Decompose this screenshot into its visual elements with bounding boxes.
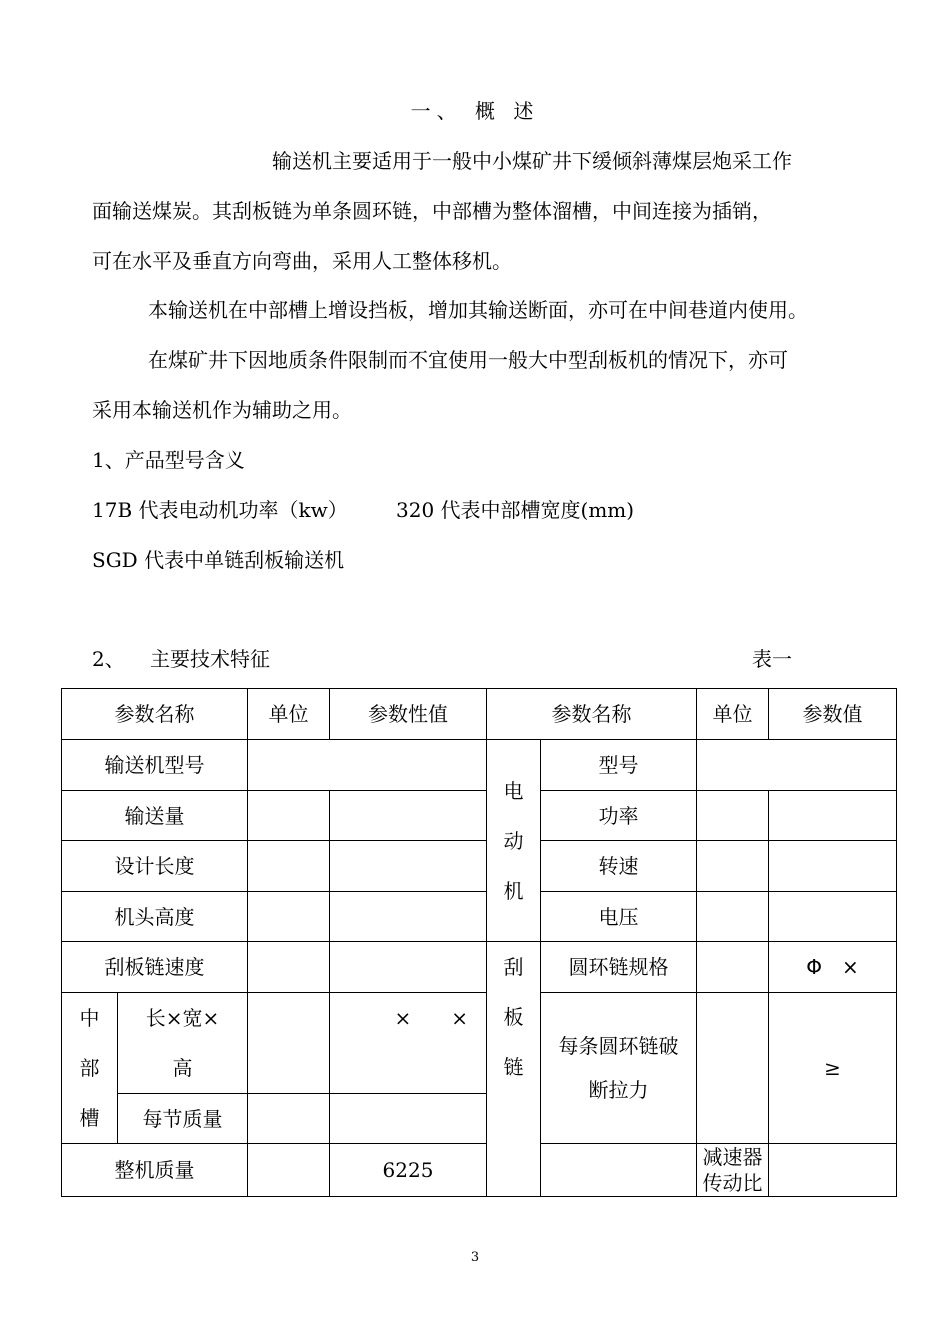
table-row — [62, 892, 897, 942]
cell-conveyor-model-value — [248, 740, 487, 791]
section-1-title: 1、产品型号含义 — [92, 448, 245, 472]
cell-reducer-ratio: 减速器传动比 — [697, 1144, 769, 1197]
dimensions-line-1: 长×宽× — [145, 1006, 220, 1030]
dimensions-line-2: 高 — [172, 1056, 193, 1080]
motor-char-2: 动 — [503, 828, 524, 853]
overview-paragraph-3-line-1: 在煤矿井下因地质条件限制而不宜使用一般大中型刮板机的情况下，亦可 — [148, 348, 788, 372]
cell-voltage: 电压 — [541, 892, 697, 942]
cell-power: 功率 — [541, 791, 697, 841]
table-row — [62, 791, 897, 841]
model-meaning-power: 17B 代表电动机功率（kw） — [92, 498, 348, 522]
table-row — [62, 1144, 897, 1197]
cell-motor-model-value — [697, 740, 897, 791]
overview-paragraph-1-line-2: 面输送煤炭。其刮板链为单条圆环链，中部槽为整体溜槽，中间连接为插销， — [92, 199, 772, 223]
model-meaning-type: SGD 代表中单链刮板输送机 — [92, 548, 345, 572]
cell-chain-speed-value — [330, 942, 487, 993]
cell-chain-speed-unit — [248, 942, 330, 993]
cell-total-mass: 整机质量 — [62, 1144, 248, 1197]
table-header-row — [62, 689, 897, 740]
cell-power-unit — [697, 791, 769, 841]
cell-ring-chain-value: Φ × — [769, 942, 897, 993]
cell-voltage-value — [769, 892, 897, 942]
table-row — [62, 841, 897, 892]
cell-dimensions-value: × × — [330, 993, 487, 1094]
cell-section-mass-unit — [248, 1094, 330, 1144]
cell-ring-chain-spec: 圆环链规格 — [541, 942, 697, 993]
cell-breaking-force-unit — [697, 993, 769, 1144]
page-number: 3 — [470, 1250, 480, 1265]
breaking-force-line-1: 每条圆环链破 — [558, 1034, 679, 1058]
cell-capacity-value — [330, 791, 487, 841]
table-row — [62, 942, 897, 993]
breaking-force-line-2: 断拉力 — [588, 1078, 649, 1102]
trough-char-1: 中 — [79, 1006, 100, 1030]
section-2-number: 2、 — [92, 647, 125, 671]
overview-paragraph-1-line-1: 输送机主要适用于一般中小煤矿井下缓倾斜薄煤层炮采工作 — [272, 149, 792, 173]
cell-empty — [541, 1144, 697, 1197]
cell-section-mass: 每节质量 — [118, 1094, 248, 1144]
cell-motor-model: 型号 — [541, 740, 697, 791]
cell-breaking-force — [541, 993, 697, 1144]
motor-char-3: 机 — [503, 878, 524, 903]
section-heading-overview: 一、 概 述 — [410, 99, 540, 123]
chain-char-3: 链 — [503, 1055, 524, 1079]
technical-specifications-table — [61, 688, 897, 1197]
cell-breaking-force-value: ≥ — [769, 993, 897, 1144]
cell-chain-speed: 刮板链速度 — [62, 942, 248, 993]
cell-design-length-value — [330, 841, 487, 892]
cell-chain-group — [487, 942, 541, 1197]
overview-paragraph-1-line-3: 可在水平及垂直方向弯曲，采用人工整体移机。 — [92, 249, 512, 273]
header-param-name-left: 参数名称 — [62, 689, 248, 740]
cell-reducer-ratio-unit — [769, 1144, 897, 1197]
cell-head-height-unit — [248, 892, 330, 942]
table-row — [62, 740, 897, 791]
chain-char-1: 刮 — [503, 955, 524, 979]
header-param-value-right: 参数值 — [769, 689, 897, 740]
cell-dimensions — [118, 993, 248, 1094]
cell-speed-value — [769, 841, 897, 892]
cell-head-height-value — [330, 892, 487, 942]
table-label: 表一 — [752, 647, 792, 671]
cell-design-length-unit — [248, 841, 330, 892]
cell-voltage-unit — [697, 892, 769, 942]
cell-head-height: 机头高度 — [62, 892, 248, 942]
cell-capacity: 输送量 — [62, 791, 248, 841]
header-unit-left: 单位 — [248, 689, 330, 740]
cell-section-mass-value — [330, 1094, 487, 1144]
header-param-name-right: 参数名称 — [487, 689, 697, 740]
trough-char-2: 部 — [79, 1056, 100, 1080]
header-param-value-left: 参数性值 — [330, 689, 487, 740]
cell-total-mass-unit — [248, 1144, 330, 1197]
cell-design-length: 设计长度 — [62, 841, 248, 892]
cell-motor-group — [487, 740, 541, 942]
cell-power-value — [769, 791, 897, 841]
cell-total-mass-value: 6225 — [330, 1144, 487, 1197]
section-2-title: 主要技术特征 — [150, 647, 270, 671]
cell-speed: 转速 — [541, 841, 697, 892]
cell-ring-chain-unit — [697, 942, 769, 993]
trough-char-3: 槽 — [79, 1106, 100, 1130]
cell-trough-group — [62, 993, 118, 1144]
header-unit-right: 单位 — [697, 689, 769, 740]
cell-speed-unit — [697, 841, 769, 892]
overview-paragraph-3-line-2: 采用本输送机作为辅助之用。 — [92, 398, 352, 422]
cell-capacity-unit — [248, 791, 330, 841]
motor-char-1: 电 — [503, 778, 524, 803]
chain-char-2: 板 — [503, 1005, 524, 1029]
model-meaning-width: 320 代表中部槽宽度(mm) — [396, 498, 635, 522]
overview-paragraph-2: 本输送机在中部槽上增设挡板，增加其输送断面，亦可在中间巷道内使用。 — [148, 298, 808, 322]
cell-dimensions-unit — [248, 993, 330, 1094]
cell-conveyor-model: 输送机型号 — [62, 740, 248, 791]
table-row — [62, 993, 897, 1094]
